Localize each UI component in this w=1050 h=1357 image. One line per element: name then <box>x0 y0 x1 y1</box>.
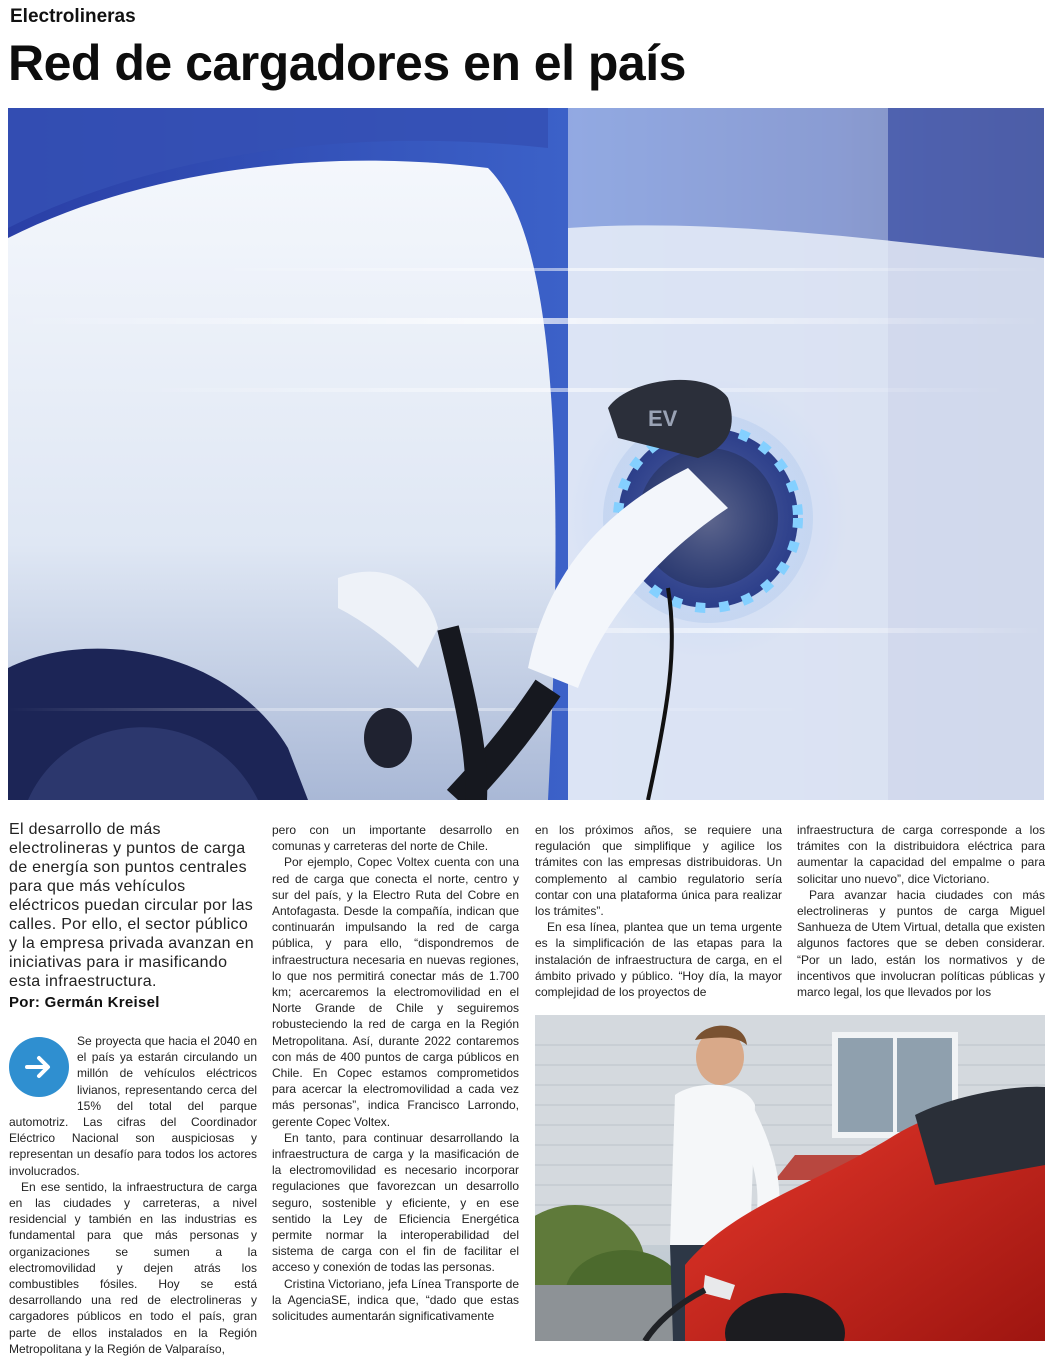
lead-paragraph <box>9 820 259 1012</box>
paragraph: Se proyecta que hacia el 2040 en el país ya estarán circulando un millón de vehículos eléctricos livianos, representando cerca del 15% del total del parque automotriz. Las cifras del Coordinador Eléctrico Nacional son auspiciosas y representan un desafío para todos los actores involucrados. <box>9 1034 257 1178</box>
article-column-1 <box>9 1033 257 1357</box>
paragraph: infraestructura de carga corresponde a los trámites con la distribuidora eléctrica para aumentar la capacidad del empalme o para solicitar uno nuevo”, dice Victoriano. <box>797 823 1045 886</box>
ev-label: EV <box>648 406 678 431</box>
paragraph: En tanto, para continuar desarrollando la infraestructura de carga y la masificación de la electromovilidad es necesario incorporar regulaciones que favorezcan un desarrollo seguro, sostenible y eficiente, y en ese sentido la Ley de Eficiencia Energética permite normar la interoperabilidad del sistema de carga con el fin de facilitar el acceso y conexión de todas las personas. <box>272 1130 519 1275</box>
paragraph: pero con un importante desarrollo en comunas y carreteras del norte de Chile. <box>272 823 519 854</box>
article-column-3 <box>535 822 782 1000</box>
article-column-4 <box>797 822 1045 1000</box>
headline: Red de cargadores en el país <box>8 35 686 91</box>
paragraph: Por ejemplo, Copec Voltex cuenta con una red de carga que conecta el norte, centro y sur del país, y la Electro Ruta del Cobre en Antofagasta. Desde la compañía, indican que continuarán impulsando la red de carga pública, y para ello, “dispondremos de infraestructura necesaria en nuevas regiones, lo que nos permitirá conectar más de 1.700 km; acercaremos la electromovilidad en el Norte Grande de Chile y seguiremos robusteciendo la red de carga en la Región Metropolitana. Así, durante 2022 contaremos con más de 400 puntos de carga públicos en Chile. En Copec estamos comprometidos para acercar la electromovilidad a cada vez más personas”, indica Francisco Larrondo, gerente Copec Voltex. <box>272 855 519 1129</box>
hero-photo <box>8 108 1044 800</box>
article-column-2 <box>272 822 519 1324</box>
paragraph: Cristina Victoriano, jefa Línea Transporte de la AgenciaSE, indica que, “dado que estas solicitudes aumentarán significativamente <box>272 1276 519 1324</box>
paragraph: Para avanzar hacia ciudades con más electrolineras y puntos de carga Miguel Sanhueza de Utem Virtual, detalla que existen algunos factores que se deben considerar. “Por un lado, están los normativos y de incentivos que involucran políticas públicas y marco legal, los que llevados por los <box>797 887 1045 1000</box>
paragraph: en los próximos años, se requiere una regulación que simplifique y agilice los trámites con las empresas distribuidoras. Un complemento al cambio regulatorio sería contar con una plataforma única para realizar los trámites”. <box>535 823 782 919</box>
paragraph: En esa línea, plantea que un tema urgente es la simplificación de las etapas para la instalación de infraestructura de carga, en el ámbito privado y público. “Hoy día, la mayor complejidad de los proyectos de <box>535 920 782 1000</box>
paragraph: En ese sentido, la infraestructura de carga en las ciudades y carreteras, a nivel residencial y también en las industrias es fundamental para que más personas y organizaciones se sumen a la electromovilidad y dejen atrás los combustibles fósiles. Hoy se está desarrollando una red de electrolineras y cargadores públicos en todo el país, gran parte de ellos instalados en la Región Metropolitana y la Región de Valparaíso, <box>9 1179 257 1356</box>
lead-text: El desarrollo de más electrolineras y puntos de carga de energía son puntos centrales para que más vehículos eléctricos puedan circular por las calles. Por ello, el sector público y la empresa privada avanzan en iniciativas para ir masificando esta infraestructura. <box>9 821 254 990</box>
byline: Por: Germán Kreisel <box>9 994 160 1011</box>
arrow-right-icon <box>9 1037 69 1097</box>
secondary-photo <box>535 1015 1045 1341</box>
section-label: Electrolineras <box>10 6 136 27</box>
